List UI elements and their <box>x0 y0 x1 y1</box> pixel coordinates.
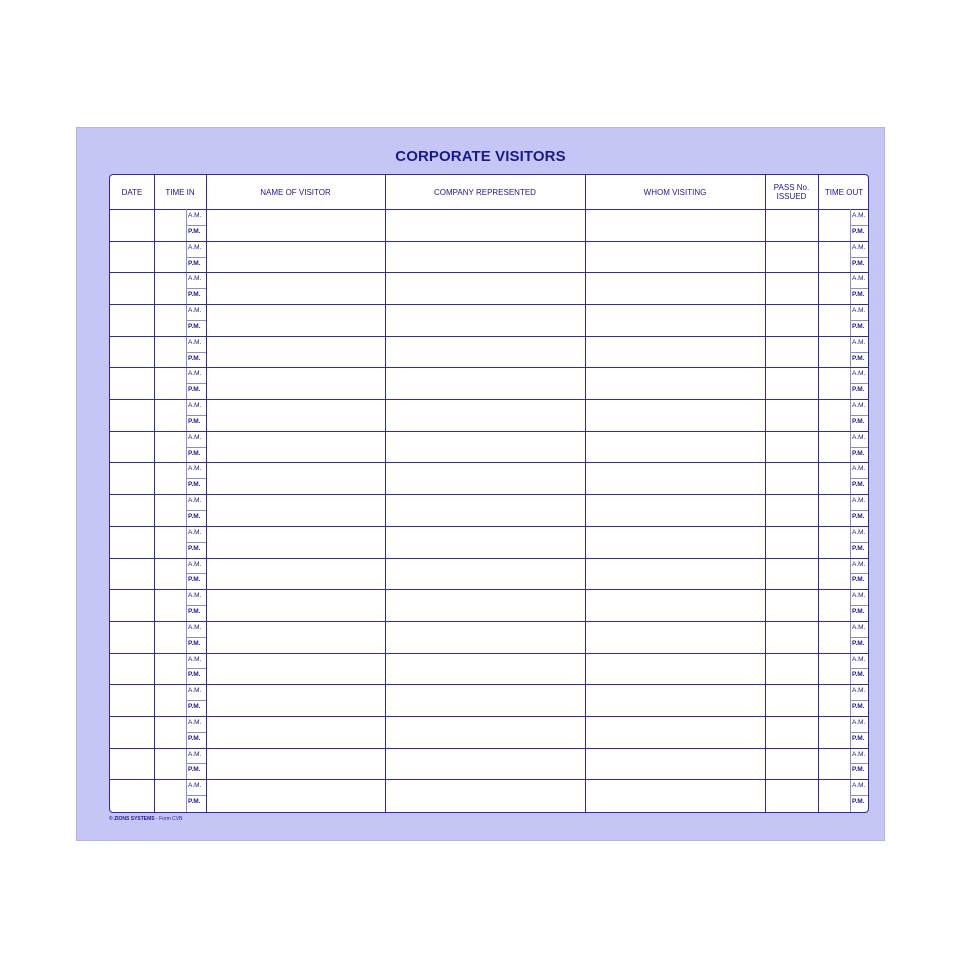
time-in-pm-label: P.M. <box>188 544 201 552</box>
time-in-am-label: A.M. <box>188 243 202 251</box>
time-in-pm-label: P.M. <box>188 703 201 711</box>
row-divider <box>110 367 868 368</box>
time-in-am-label: A.M. <box>188 782 202 790</box>
time-in-am-label: A.M. <box>188 560 202 568</box>
row-divider <box>110 526 868 527</box>
time-in-pm-label: P.M. <box>188 798 201 806</box>
time-in-pm-label: P.M. <box>188 354 201 362</box>
time-out-pm-label: P.M. <box>852 766 865 774</box>
time-out-pm-label: P.M. <box>852 703 865 711</box>
time-out-pm-label: P.M. <box>852 639 865 647</box>
time-in-am-label: A.M. <box>188 592 202 600</box>
row-divider <box>110 494 868 495</box>
ampm-split <box>186 795 206 796</box>
ampm-split <box>186 573 206 574</box>
ampm-split <box>186 447 206 448</box>
ampm-split <box>850 478 869 479</box>
row-divider <box>110 589 868 590</box>
time-in-pm-label: P.M. <box>188 608 201 616</box>
form-sheet <box>76 127 885 841</box>
time-in-pm-label: P.M. <box>188 417 201 425</box>
ampm-split <box>186 415 206 416</box>
row-divider <box>110 462 868 463</box>
column-header-date: DATE <box>121 187 143 197</box>
ampm-split <box>850 320 869 321</box>
ampm-split <box>186 320 206 321</box>
ampm-split <box>850 257 869 258</box>
ampm-split <box>850 763 869 764</box>
ampm-split <box>850 732 869 733</box>
time-in-am-label: A.M. <box>188 307 202 315</box>
time-in-pm-label: P.M. <box>188 671 201 679</box>
row-divider <box>110 748 868 749</box>
ampm-split <box>850 352 869 353</box>
time-in-am-label: A.M. <box>188 370 202 378</box>
time-out-pm-label: P.M. <box>852 734 865 742</box>
time-in-pm-label: P.M. <box>188 259 201 267</box>
form-footer <box>109 816 182 822</box>
row-divider <box>110 716 868 717</box>
row-divider <box>110 431 868 432</box>
row-divider <box>110 621 868 622</box>
time-out-am-label: A.M. <box>852 750 866 758</box>
row-divider <box>110 241 868 242</box>
time-out-am-label: A.M. <box>852 528 866 536</box>
ampm-split <box>186 510 206 511</box>
ampm-split <box>186 288 206 289</box>
time-in-am-label: A.M. <box>188 718 202 726</box>
time-in-am-label: A.M. <box>188 433 202 441</box>
time-out-am-label: A.M. <box>852 687 866 695</box>
visitor-log-table <box>109 174 869 813</box>
ampm-split <box>186 732 206 733</box>
ampm-split <box>850 288 869 289</box>
time-in-pm-label: P.M. <box>188 766 201 774</box>
ampm-split <box>850 447 869 448</box>
time-out-pm-label: P.M. <box>852 322 865 330</box>
ampm-split <box>850 605 869 606</box>
ampm-split <box>186 637 206 638</box>
ampm-split <box>186 605 206 606</box>
time-out-pm-label: P.M. <box>852 354 865 362</box>
time-out-am-label: A.M. <box>852 402 866 410</box>
ampm-subdivider <box>186 209 187 813</box>
time-out-pm-label: P.M. <box>852 671 865 679</box>
time-in-pm-label: P.M. <box>188 734 201 742</box>
ampm-split <box>850 668 869 669</box>
ampm-split <box>850 637 869 638</box>
time-in-pm-label: P.M. <box>188 576 201 584</box>
ampm-split <box>186 352 206 353</box>
ampm-split <box>850 510 869 511</box>
footer-brand: © ZIONS SYSTEMS <box>109 816 155 822</box>
row-divider <box>110 653 868 654</box>
header-divider <box>110 209 868 210</box>
time-out-pm-label: P.M. <box>852 259 865 267</box>
time-in-am-label: A.M. <box>188 655 202 663</box>
time-out-am-label: A.M. <box>852 243 866 251</box>
time-out-am-label: A.M. <box>852 465 866 473</box>
column-header-time-in: TIME IN <box>165 187 195 197</box>
row-divider <box>110 272 868 273</box>
time-out-am-label: A.M. <box>852 275 866 283</box>
ampm-split <box>186 700 206 701</box>
column-header-name-of-visitor: NAME OF VISITOR <box>260 187 331 197</box>
time-in-pm-label: P.M. <box>188 481 201 489</box>
time-in-am-label: A.M. <box>188 465 202 473</box>
time-out-pm-label: P.M. <box>852 576 865 584</box>
time-out-am-label: A.M. <box>852 782 866 790</box>
time-out-am-label: A.M. <box>852 655 866 663</box>
ampm-split <box>186 668 206 669</box>
row-divider <box>110 336 868 337</box>
ampm-split <box>186 257 206 258</box>
row-divider <box>110 779 868 780</box>
time-out-am-label: A.M. <box>852 307 866 315</box>
time-out-am-label: A.M. <box>852 718 866 726</box>
time-in-pm-label: P.M. <box>188 449 201 457</box>
time-out-pm-label: P.M. <box>852 227 865 235</box>
ampm-subdivider <box>850 209 851 813</box>
ampm-split <box>186 225 206 226</box>
time-in-am-label: A.M. <box>188 623 202 631</box>
ampm-split <box>850 700 869 701</box>
ampm-split <box>186 763 206 764</box>
ampm-split <box>850 383 869 384</box>
column-header-whom-visiting: WHOM VISITING <box>643 187 707 197</box>
time-in-pm-label: P.M. <box>188 227 201 235</box>
ampm-split <box>850 795 869 796</box>
time-in-am-label: A.M. <box>188 212 202 219</box>
time-in-pm-label: P.M. <box>188 291 201 299</box>
row-divider <box>110 558 868 559</box>
time-in-pm-label: P.M. <box>188 639 201 647</box>
column-header-company-represented: COMPANY REPRESENTED <box>434 187 536 197</box>
time-out-am-label: A.M. <box>852 370 866 378</box>
time-out-am-label: A.M. <box>852 433 866 441</box>
ampm-split <box>850 573 869 574</box>
footer-form-code: - Form CVB <box>154 816 183 822</box>
time-out-pm-label: P.M. <box>852 513 865 520</box>
time-out-am-label: A.M. <box>852 592 866 600</box>
form-title: CORPORATE VISITORS <box>395 148 566 165</box>
time-out-pm-label: P.M. <box>852 544 865 552</box>
row-divider <box>110 399 868 400</box>
time-out-pm-label: P.M. <box>852 481 865 489</box>
time-out-pm-label: P.M. <box>852 417 865 425</box>
time-out-pm-label: P.M. <box>852 608 865 616</box>
time-out-am-label: A.M. <box>852 560 866 568</box>
time-out-pm-label: P.M. <box>852 449 865 457</box>
ampm-split <box>850 415 869 416</box>
ampm-split <box>186 383 206 384</box>
time-in-am-label: A.M. <box>188 497 202 505</box>
ampm-split <box>850 542 869 543</box>
time-in-pm-label: P.M. <box>188 513 201 520</box>
column-header-time-out: TIME OUT <box>824 187 864 197</box>
ampm-split <box>850 225 869 226</box>
ampm-split <box>186 478 206 479</box>
time-out-pm-label: P.M. <box>852 386 865 394</box>
time-in-am-label: A.M. <box>188 402 202 410</box>
time-in-am-label: A.M. <box>188 750 202 758</box>
time-in-am-label: A.M. <box>188 687 202 695</box>
time-out-am-label: A.M. <box>852 497 866 505</box>
row-divider <box>110 684 868 685</box>
time-out-am-label: A.M. <box>852 212 866 219</box>
time-out-am-label: A.M. <box>852 338 866 346</box>
time-out-am-label: A.M. <box>852 623 866 631</box>
time-in-am-label: A.M. <box>188 528 202 536</box>
time-in-pm-label: P.M. <box>188 386 201 394</box>
time-out-pm-label: P.M. <box>852 291 865 299</box>
time-out-pm-label: P.M. <box>852 798 865 806</box>
time-in-pm-label: P.M. <box>188 322 201 330</box>
ampm-split <box>186 542 206 543</box>
row-divider <box>110 304 868 305</box>
time-in-am-label: A.M. <box>188 275 202 283</box>
column-header-pass-no-issued: PASS No. ISSUED <box>773 183 810 201</box>
time-in-am-label: A.M. <box>188 338 202 346</box>
